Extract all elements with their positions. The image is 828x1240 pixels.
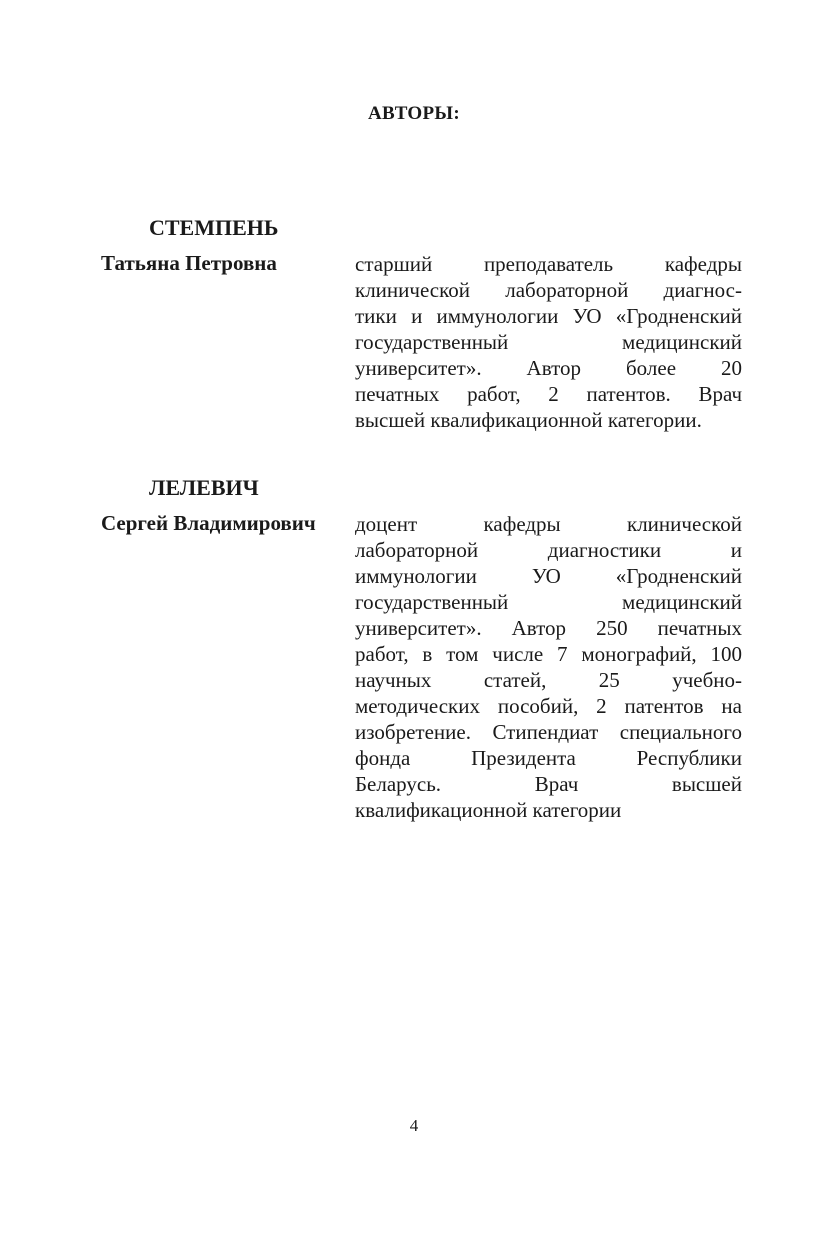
page-heading: АВТОРЫ: bbox=[367, 103, 461, 124]
bio-line: Беларусь. Врач высшей bbox=[355, 772, 742, 796]
author-bio bbox=[355, 511, 742, 823]
author-surname: СТЕМПЕНЬ bbox=[149, 215, 279, 240]
bio-line: фонда Президента Республики bbox=[355, 746, 742, 770]
author-bio bbox=[355, 251, 742, 433]
bio-line: университет». Автор 250 печатных bbox=[355, 616, 742, 640]
bio-line: клинической лабораторной диагнос- bbox=[355, 278, 742, 302]
bio-line: университет». Автор более 20 bbox=[355, 356, 742, 380]
bio-line: методических пособий, 2 патентов на bbox=[355, 694, 742, 718]
bio-line: иммунологии УО «Гродненский bbox=[355, 564, 742, 588]
bio-line: доцент кафедры клинической bbox=[355, 512, 742, 536]
bio-line: работ, в том числе 7 монографий, 100 bbox=[355, 642, 742, 666]
author-given-names: Сергей Владимирович bbox=[101, 511, 316, 535]
bio-line: высшей квалификационной категории. bbox=[355, 408, 702, 432]
bio-line: изобретение. Стипендиат специального bbox=[355, 720, 742, 744]
bio-line: государственный медицинский bbox=[355, 590, 742, 614]
author-surname: ЛЕЛЕВИЧ bbox=[149, 475, 259, 500]
bio-line: квалификационной категории bbox=[355, 798, 622, 822]
bio-line: государственный медицинский bbox=[355, 330, 742, 354]
author-given-names: Татьяна Петровна bbox=[101, 251, 277, 275]
bio-line: лабораторной диагностики и bbox=[355, 538, 742, 562]
page-number: 4 bbox=[409, 1116, 419, 1135]
bio-line: тики и иммунологии УО «Гродненский bbox=[355, 304, 742, 328]
bio-line: научных статей, 25 учебно- bbox=[355, 668, 742, 692]
bio-line: старший преподаватель кафедры bbox=[355, 252, 742, 276]
bio-line: печатных работ, 2 патентов. Врач bbox=[355, 382, 742, 406]
